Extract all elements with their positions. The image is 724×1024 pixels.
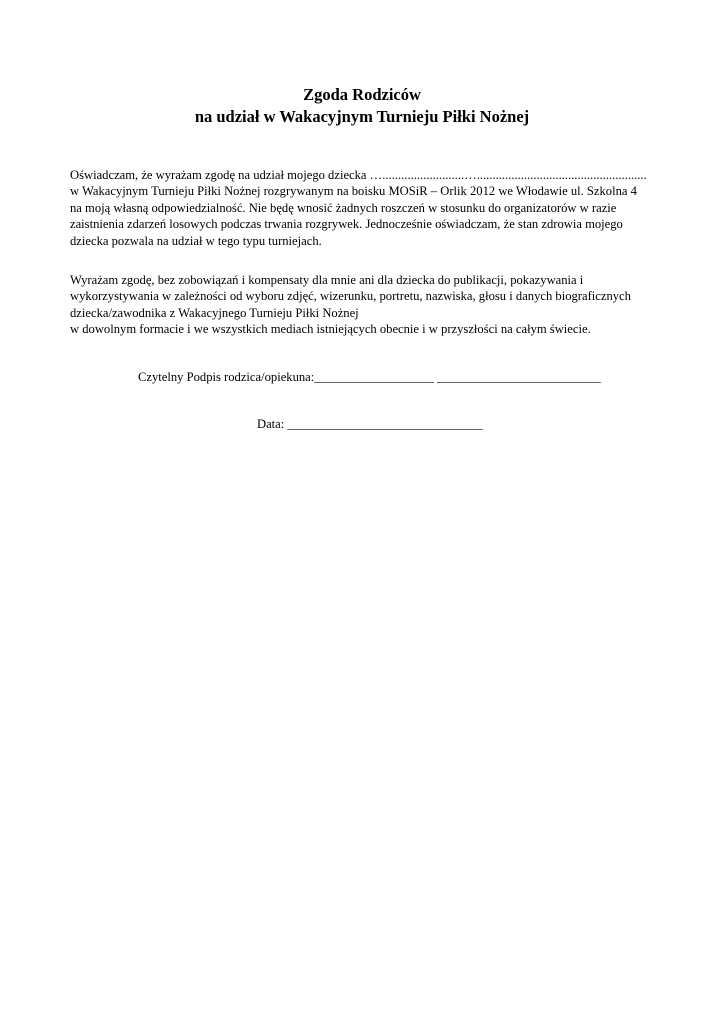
paragraph-line: wykorzystywania w zależności od wyboru zdjęć, wizerunku, portretu, nazwiska, głosu i danych biograficznych xyxy=(70,289,631,304)
signature-line: Czytelny Podpis rodzica/opiekuna:___________________ __________________________ xyxy=(138,370,601,384)
title-line-2: na udział w Wakacyjnym Turnieju Piłki Nożnej xyxy=(194,107,530,126)
paragraph-line: Oświadczam, że wyrażam zgodę na udział mojego dziecka …..........................…...................................................... xyxy=(70,168,647,182)
title-line-1: Zgoda Rodziców xyxy=(303,85,421,104)
document-title xyxy=(0,84,724,128)
paragraph-line: dziecka/zawodnika z Wakacyjnego Turnieju Piłki Nożnej xyxy=(70,305,359,320)
image-consent-paragraph xyxy=(70,272,680,338)
consent-paragraph xyxy=(70,167,680,249)
paragraph-line: na moją własną odpowiedzialność. Nie będę wnosić żadnych roszczeń w stosunku do organizatorów w razie xyxy=(70,200,617,215)
paragraph-line: w dowolnym formacie i we wszystkich mediach istniejących obecnie i w przyszłości na całym świecie. xyxy=(70,322,591,337)
paragraph-line: Wyrażam zgodę, bez zobowiązań i kompensaty dla mnie ani dla dziecka do publikacji, pokazywania i xyxy=(70,273,584,287)
paragraph-line: dziecka pozwala na udział w tego typu turniejach. xyxy=(70,233,322,248)
date-line: Data: _______________________________ xyxy=(257,417,483,431)
paragraph-line: zaistnienia zdarzeń losowych podczas trwania rozgrywek. Jednocześnie oświadczam, że stan zdrowia mojego xyxy=(70,217,623,232)
paragraph-line: w Wakacyjnym Turnieju Piłki Nożnej rozgrywanym na boisku MOSiR – Orlik 2012 we Włodawie ul. Szkolna 4 xyxy=(70,184,637,199)
